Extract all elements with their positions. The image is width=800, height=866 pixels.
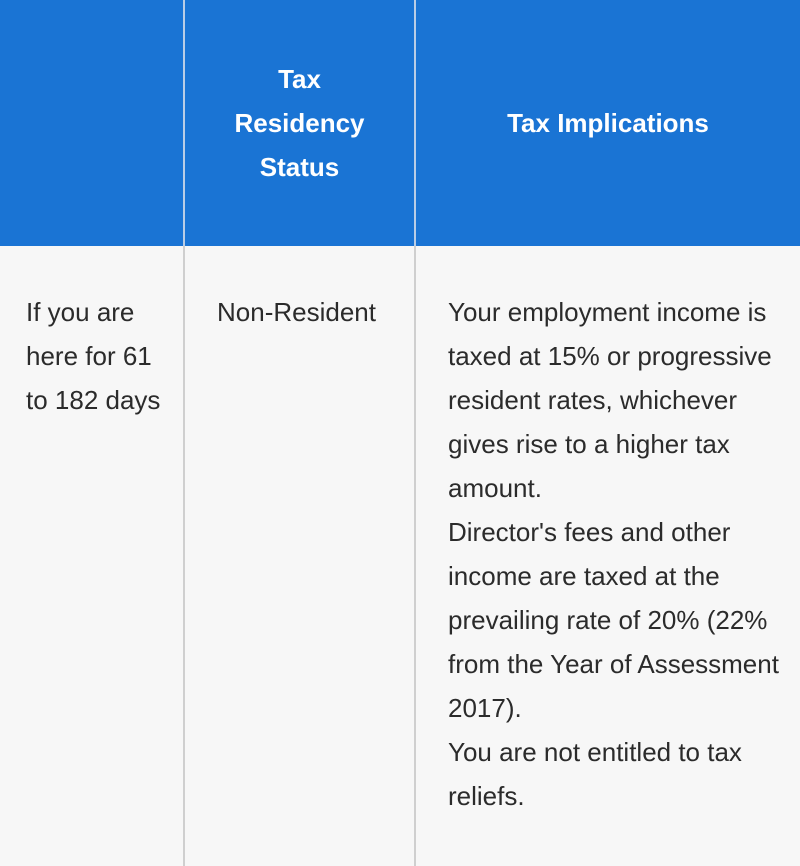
header-tax-implications: Tax Implications	[415, 0, 800, 246]
table-row	[0, 246, 800, 866]
table-header-row	[0, 0, 800, 246]
header-tax-residency-status: Tax Residency Status	[184, 0, 415, 246]
implication-employment-income: Your employment income is taxed at 15% or progressive resident rates, whichever gives rise to a higher tax amount.	[448, 297, 772, 503]
implication-directors-fees: Director's fees and other income are taxed at the prevailing rate of 20% (22% from the Year of Assessment 2017).	[448, 517, 779, 723]
cell-period: If you are here for 61 to 182 days	[0, 246, 184, 866]
cell-status: Non-Resident	[184, 246, 415, 866]
implication-tax-reliefs: You are not entitled to tax reliefs.	[448, 737, 742, 811]
cell-implications	[415, 246, 800, 866]
header-period	[0, 0, 184, 246]
